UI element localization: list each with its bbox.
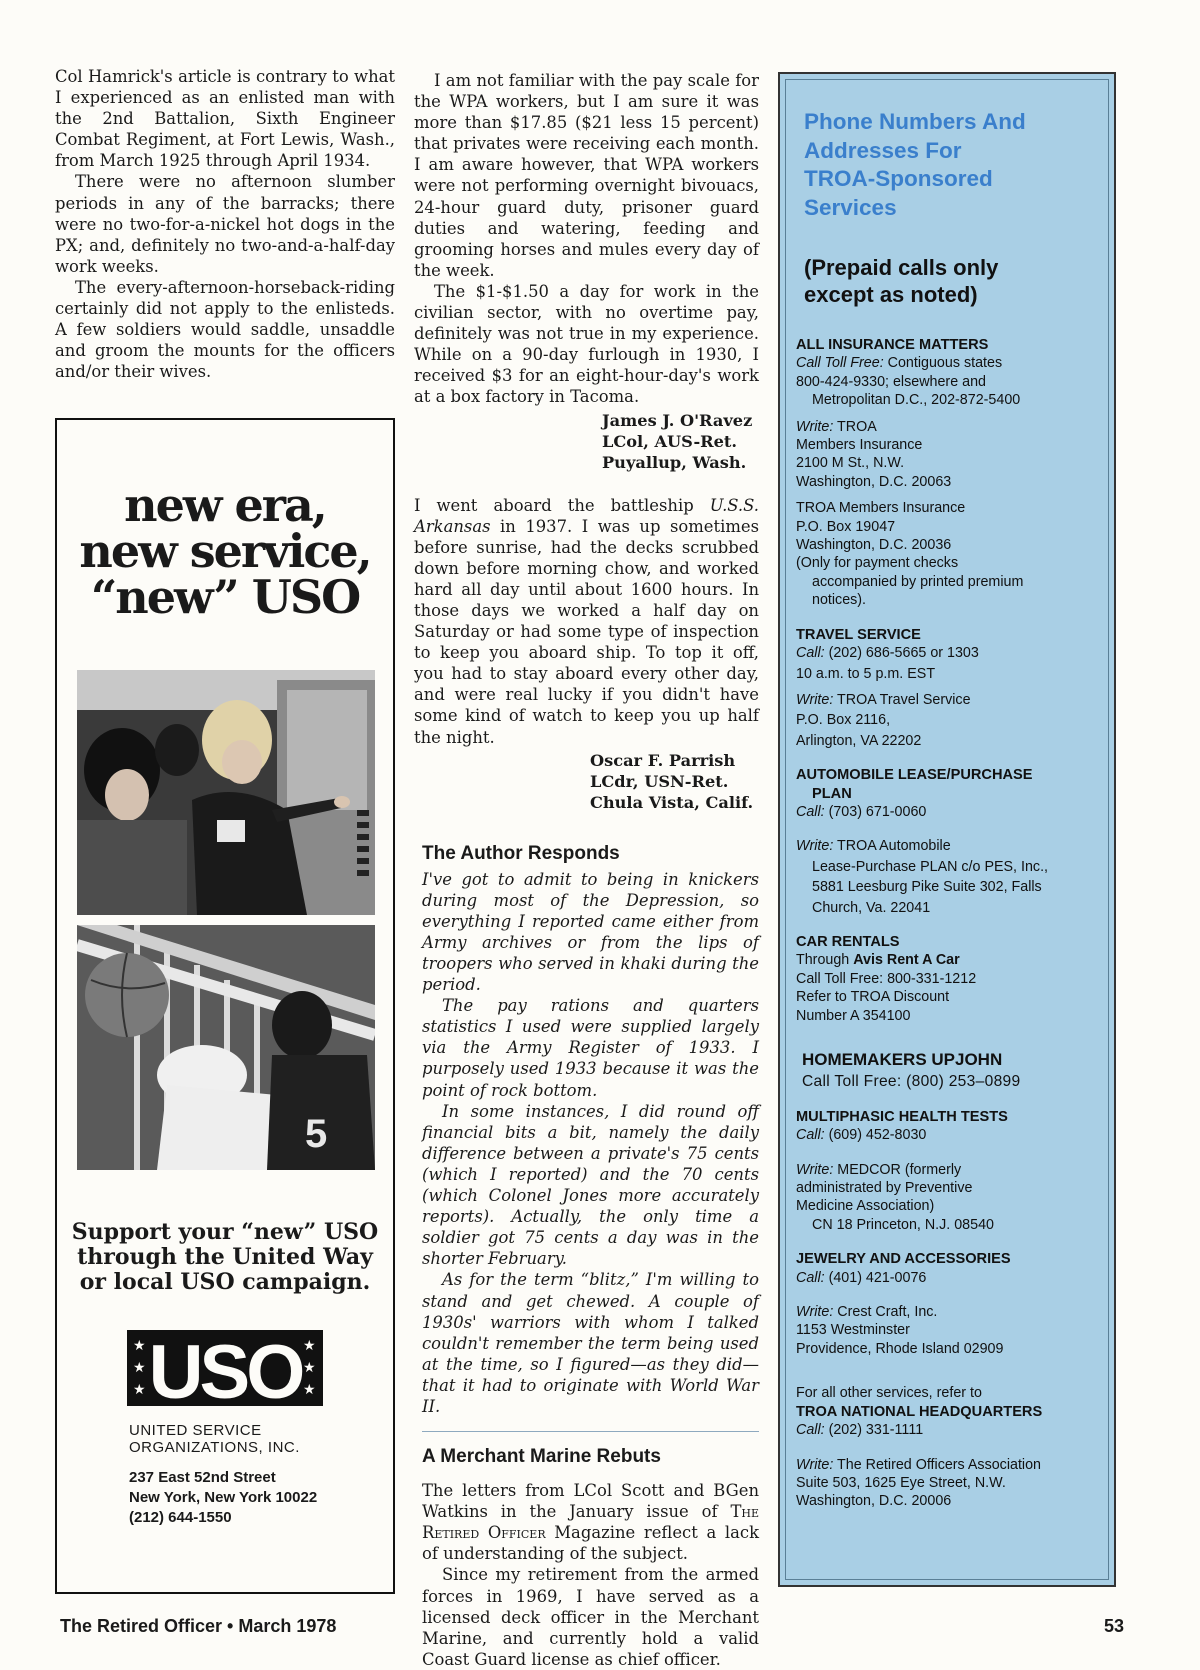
- service-line: (Only for payment checks: [796, 555, 959, 572]
- service-line: For all other services, refer to: [796, 1385, 982, 1402]
- service-line: Lease-Purchase PLAN c/o PES, Inc.,: [812, 858, 1049, 875]
- service-line: [796, 644, 1106, 662]
- svg-text:★: ★: [303, 1360, 316, 1376]
- text-run: TROA: [833, 418, 877, 435]
- ad-support-line: or local USO campaign.: [79, 1269, 371, 1295]
- service-line: [796, 951, 1106, 969]
- service-heading-car-rentals: CAR RENTALS: [796, 933, 900, 950]
- text-run: TROA Automobile: [833, 838, 951, 855]
- service-line: accompanied by printed premium: [812, 573, 1024, 590]
- service-line: Washington, D.C. 20063: [796, 473, 952, 490]
- ad-address-line: 237 East 52nd Street: [129, 1469, 276, 1486]
- sidebar-title-line: Addresses For: [804, 137, 962, 163]
- ad-headline-line: “new” USO: [90, 570, 360, 624]
- text-run: (609) 452-8030: [824, 1127, 927, 1144]
- ad-photo-map-group: [77, 670, 375, 915]
- signature-block: [414, 750, 759, 813]
- service-line: Church, Va. 22041: [812, 899, 931, 916]
- response-paragraph: The pay rations and quarters statistics I used were supplied largely via the Army Register of 1933. I purposely used 1933 because it was the point of rock bottom.: [422, 996, 759, 1100]
- service-line: Metropolitan D.C., 202-872-5400: [812, 392, 1021, 409]
- service-heading-homemakers: HOMEMAKERS UPJOHN: [802, 1050, 1003, 1069]
- write-label: Write:: [796, 691, 834, 708]
- service-line: Refer to TROA Discount: [796, 989, 950, 1006]
- signature-rank: LCol, AUS-Ret.: [602, 431, 738, 451]
- service-line: 10 a.m. to 5 p.m. EST: [796, 665, 936, 682]
- page-number: 53: [1103, 1616, 1124, 1636]
- signature-place: Chula Vista, Calif.: [590, 792, 754, 812]
- service-line: [796, 1421, 1106, 1439]
- svg-text:★: ★: [133, 1382, 146, 1398]
- spacer: [796, 610, 1106, 626]
- ad-support-line: through the United Way: [77, 1244, 373, 1270]
- service-line: [796, 1456, 1106, 1474]
- service-line: TROA Members Insurance: [796, 500, 966, 517]
- letter-paragraph: There were no afternoon slumber periods in any of the barracks; there were no two-for-a-nickel hot dogs in the PX; and, definitely no two-and-a-half-day work weeks.: [55, 172, 395, 276]
- letter-paragraph: Since my retirement from the armed forces in 1969, I have served as a licensed deck officer in the Merchant Marine, and currently hold a valid Coast Guard license as chief officer.: [422, 1565, 759, 1669]
- text-run: Contiguous states: [883, 355, 1003, 372]
- magazine-name: The Retired Officer: [422, 1502, 759, 1543]
- ad-org-line: ORGANIZATIONS, INC.: [129, 1439, 300, 1456]
- sidebar-title-line: Services: [804, 194, 897, 220]
- call-label: Call:: [796, 1422, 825, 1439]
- text-run: I went aboard the battleship: [414, 495, 710, 515]
- text-run: Magazine reflect a lack of understanding of the subject.: [422, 1523, 760, 1564]
- service-line: [796, 1161, 1106, 1179]
- text-run: Through: [796, 952, 854, 969]
- response-paragraph: In some instances, I did round off financial bits a bit, namely the daily difference between a private's 75 cents (which I reported) and the 70 cents (which Colonel Jones more accurately reports). Actually, the only time a soldier got 75 cents a day was in the shorter February.: [422, 1101, 759, 1269]
- troa-services-sidebar: [778, 72, 1116, 1587]
- spacer: [796, 750, 1106, 766]
- service-heading-insurance: ALL INSURANCE MATTERS: [796, 337, 989, 353]
- signature-name: James J. O'Ravez: [602, 410, 753, 430]
- letter-paragraph: The every-afternoon-horseback-riding certainly did not apply to the enlisteds. A few soldiers would saddle, unsaddle and groom the mounts for the officers and/or their wives.: [55, 277, 395, 382]
- svg-text:★: ★: [303, 1382, 316, 1398]
- service-line: Arlington, VA 22202: [796, 732, 922, 749]
- service-line: Members Insurance: [796, 437, 923, 454]
- service-line: Providence, Rhode Island 02909: [796, 1340, 1004, 1357]
- merchant-letter: [414, 1480, 759, 1670]
- spacer: [796, 917, 1106, 933]
- section-divider: [422, 1431, 759, 1432]
- ad-support-line: Support your “new” USO: [71, 1219, 379, 1245]
- spacer: [796, 410, 1106, 418]
- spacer: [796, 1287, 1106, 1303]
- call-label: Call:: [796, 1269, 825, 1286]
- call-label: Call Toll Free:: [796, 355, 884, 372]
- call-label: Call:: [796, 1127, 825, 1144]
- service-line: Call Toll Free: (800) 253–0899: [802, 1073, 1021, 1091]
- service-line: [796, 354, 1106, 372]
- services-list: [796, 336, 1106, 1511]
- response-paragraph: As for the term “blitz,” I'm willing to stand and get chewed. A couple of 1930s' warriors with whom I talked couldn't remember the term being used at the time, so I figured—as they did—that it had to originate with World War II.: [422, 1270, 759, 1416]
- response-paragraph: I've got to admit to being in knickers during most of the Depression, so everything I reported came either from Army archives or from the lips of troopers who served in khaki during the period.: [422, 869, 759, 995]
- service-heading-health-tests: MULTIPHASIC HEALTH TESTS: [796, 1108, 1008, 1125]
- service-heading-headquarters: TROA NATIONAL HEADQUARTERS: [796, 1403, 1043, 1420]
- service-line: 800-424-9330; elsewhere and: [796, 373, 986, 390]
- ad-photo-basketball: [77, 925, 375, 1170]
- text-run: The letters from LCol Scott and BGen Watkins in the January issue of: [422, 1481, 759, 1522]
- sidebar-title-line: Phone Numbers And: [804, 109, 1026, 134]
- letter-paragraph: I am not familiar with the pay scale for the WPA workers, but I am sure it was more than $17.85 ($21 less 15 percent) that privates were receiving each month. I am aware however, that WPA workers were not performing overnight bivouacs, 24-hour guard duty, prisoner guard duties and watering, feeding and grooming horses and mules every day of the week.: [414, 71, 759, 280]
- svg-text:5: 5: [305, 1112, 328, 1156]
- text-run: (202) 686-5665 or 1303: [824, 645, 979, 662]
- write-label: Write:: [796, 1304, 834, 1321]
- ad-support-text: [57, 1220, 393, 1295]
- letter-paragraph: The $1-$1.50 a day for work in the civilian sector, with no overtime pay, definitely was not true in my experience. While on a 90-day furlough in 1930, I received $3 for an eight-hour-day's work at a box factory in Tacoma.: [414, 281, 759, 407]
- ad-organization-name: [129, 1422, 300, 1456]
- ad-headline-line: new era,: [124, 478, 326, 532]
- signature-place: Puyallup, Wash.: [602, 452, 747, 472]
- ad-address: [129, 1468, 317, 1528]
- service-line: 2100 M St., N.W.: [796, 455, 905, 472]
- letter-paragraph: [414, 495, 759, 748]
- text-run: (401) 421-0076: [824, 1269, 927, 1286]
- ad-headline: [57, 478, 393, 624]
- service-line: Number A 354100: [796, 1007, 911, 1024]
- spacer: [796, 1234, 1106, 1250]
- service-line: notices).: [812, 592, 867, 609]
- spacer: [796, 1145, 1106, 1161]
- text-run: in 1937. I was up sometimes before sunrise, had the decks scrubbed down before morning chow, and worked hard all day until about 1600 hours. In those days we worked a half day on Saturday or had some type of inspection to keep you aboard ship. To top it off, you had to stay aboard every other day, and were real lucky if you didn't have some kind of watch to keep you up half the night.: [414, 516, 759, 747]
- section-heading-merchant-marine: A Merchant Marine Rebuts: [422, 1446, 661, 1468]
- service-heading-jewelry: JEWELRY AND ACCESSORIES: [796, 1251, 1011, 1268]
- service-line: administrated by Preventive: [796, 1180, 973, 1197]
- text-run: (703) 671-0060: [824, 803, 927, 820]
- write-label: Write:: [796, 838, 834, 855]
- service-line: [796, 418, 1106, 436]
- service-line: CN 18 Princeton, N.J. 08540: [812, 1216, 994, 1233]
- column-1: [55, 66, 395, 382]
- text-run: TROA Travel Service: [833, 691, 971, 708]
- ship-name: U.S.S. Arkansas: [414, 495, 759, 536]
- service-line: Washington, D.C. 20006: [796, 1493, 952, 1510]
- service-line: P.O. Box 2116,: [796, 712, 891, 729]
- call-label: Call:: [796, 645, 825, 662]
- signature-name: Oscar F. Parrish: [590, 750, 736, 770]
- column-3: [778, 72, 1116, 1587]
- service-line: Medicine Association): [796, 1198, 935, 1215]
- column-2: [414, 70, 759, 1670]
- text-run: (202) 331-1111: [824, 1422, 924, 1439]
- service-line: [796, 1126, 1106, 1144]
- uso-logo: [127, 1330, 323, 1410]
- svg-text:USO: USO: [148, 1330, 302, 1406]
- ad-address-line: New York, New York 10022: [129, 1489, 318, 1506]
- service-heading-automobile-cont: PLAN: [812, 785, 852, 802]
- spacer: [796, 1025, 1106, 1051]
- text-run: MEDCOR (formerly: [833, 1161, 962, 1178]
- author-response: [414, 869, 759, 1417]
- footer-publication: The Retired Officer • March 1978: [60, 1616, 337, 1636]
- spacer: [796, 683, 1106, 691]
- call-label: Call:: [796, 803, 825, 820]
- service-line: [796, 837, 1106, 855]
- service-line: [796, 1303, 1106, 1321]
- section-heading-author-responds: The Author Responds: [422, 842, 620, 864]
- avis-name: Avis Rent A Car: [853, 952, 960, 969]
- ad-phone: (212) 644-1550: [129, 1509, 232, 1526]
- service-line: [796, 691, 1106, 709]
- ad-headline-line: new service,: [79, 524, 371, 578]
- write-label: Write:: [796, 1456, 834, 1473]
- svg-text:★: ★: [133, 1338, 146, 1354]
- service-line: P.O. Box 19047: [796, 518, 896, 535]
- sidebar-subtitle: [804, 254, 1094, 308]
- spacer: [796, 821, 1106, 837]
- service-line: [796, 1269, 1106, 1287]
- letter-paragraph: [422, 1480, 759, 1564]
- service-line: Suite 503, 1625 Eye Street, N.W.: [796, 1474, 1006, 1491]
- letter-paragraph: Col Hamrick's article is contrary to what I experienced as an enlisted man with the 2nd Battalion, Sixth Engineer Combat Regiment, at Fort Lewis, Wash., from March 1925 through April 1934.: [55, 67, 395, 171]
- svg-text:★: ★: [303, 1338, 316, 1354]
- sidebar-title-line: TROA-Sponsored: [804, 166, 993, 191]
- spacer: [796, 1358, 1106, 1384]
- spacer: [796, 1440, 1106, 1456]
- svg-text:★: ★: [133, 1360, 146, 1376]
- ad-org-line: UNITED SERVICE: [129, 1422, 262, 1439]
- text-run: Crest Craft, Inc.: [833, 1304, 938, 1321]
- write-label: Write:: [796, 1161, 834, 1178]
- service-line: 1153 Westminster: [796, 1322, 910, 1339]
- spacer: [796, 491, 1106, 499]
- spacer: [796, 1092, 1106, 1108]
- write-label: Write:: [796, 418, 834, 435]
- service-heading-automobile: AUTOMOBILE LEASE/PURCHASE: [796, 767, 1033, 784]
- service-line: 5881 Leesburg Pike Suite 302, Falls: [812, 879, 1042, 896]
- uso-advertisement: [55, 418, 395, 1594]
- service-line: Washington, D.C. 20036: [796, 537, 952, 554]
- sidebar-subtitle-line: except as noted): [804, 282, 978, 307]
- service-heading-travel: TRAVEL SERVICE: [796, 626, 921, 643]
- signature-block: [414, 410, 759, 473]
- sidebar-title: [804, 108, 1094, 222]
- text-run: The Retired Officers Association: [833, 1456, 1041, 1473]
- service-line: Call Toll Free: 800-331-1212: [796, 970, 977, 987]
- signature-rank: LCdr, USN-Ret.: [590, 771, 729, 791]
- sidebar-subtitle-line: (Prepaid calls only: [804, 255, 999, 280]
- service-line: [796, 803, 1106, 821]
